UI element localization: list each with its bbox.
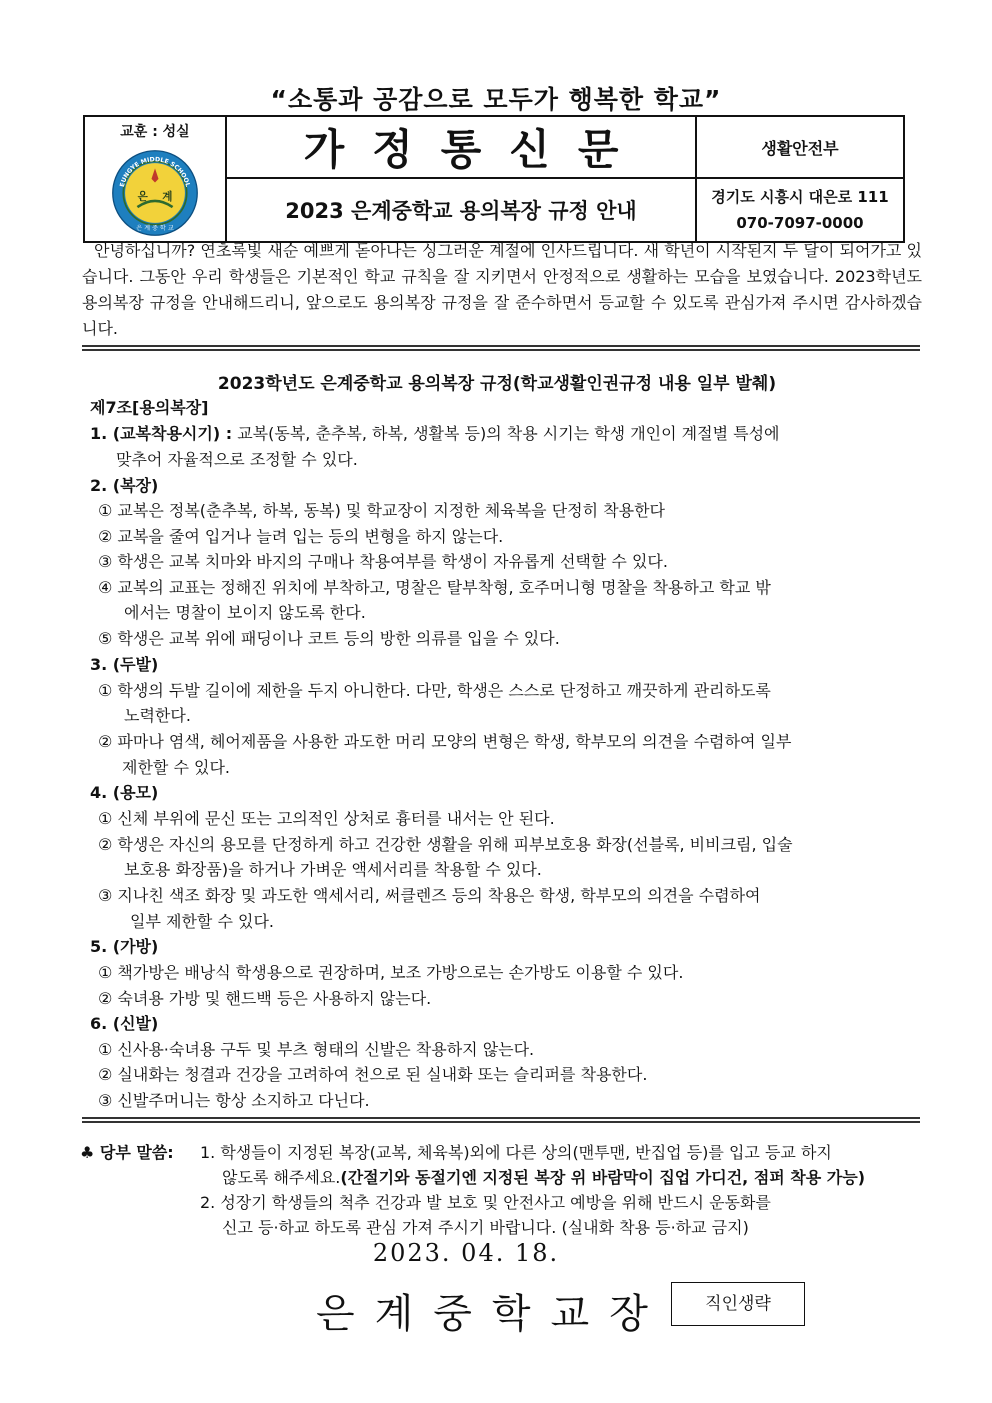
emblem-right-char: 계	[162, 191, 173, 204]
notice-item-2-cont: 신고 등·하교 하도록 관심 가져 주시기 바랍니다. (실내화 착용 등·하교 금지)	[222, 1218, 749, 1237]
contact-cell	[696, 178, 904, 242]
rule-heading-clothing: 2. (복장)	[90, 476, 159, 495]
title-cell	[226, 116, 696, 178]
rule-clothing-5: ⑤ 학생은 교복 위에 패딩이나 코트 등의 방한 의류를 입을 수 있다.	[98, 629, 560, 648]
notice-item-2: 2. 성장기 학생들의 척추 건강과 발 보호 및 안전사고 예방을 위해 반드시 운동화를	[200, 1193, 771, 1212]
school-motto: 교훈 : 성실	[120, 124, 190, 140]
rule-heading-shoes: 6. (신발)	[90, 1014, 159, 1033]
rule-hair-1-cont: 노력한다.	[124, 706, 191, 725]
rule-appearance-3: ③ 지나친 색조 화장 및 과도한 액세서리, 써클렌즈 등의 착용은 학생, 학부모의 의견을 수렴하여	[98, 886, 761, 905]
letter-title: 가정통신문	[303, 125, 647, 174]
divider-bottom	[82, 1117, 920, 1123]
letter-header	[83, 115, 905, 243]
notice-item-1-cont: 않도록 해주세요.(간절기와 동절기엔 지정된 복장 위 바람막이 집업 가디건, 점퍼 착용 가능)	[222, 1168, 866, 1187]
rule-bag-1: ① 책가방은 배낭식 학생용으로 권장하며, 보조 가방으로는 손가방도 이용할 수 있다.	[98, 963, 684, 982]
rule-heading-bag: 5. (가방)	[90, 937, 159, 956]
rule-clothing-2: ② 교복을 줄여 입거나 늘려 입는 등의 변형을 하지 않는다.	[98, 527, 504, 546]
rule-appearance-3-cont: 일부 제한할 수 있다.	[130, 912, 274, 931]
rule-shoes-2: ② 실내화는 청결과 건강을 고려하여 천으로 된 실내화 또는 슬리퍼를 착용한다.	[98, 1065, 648, 1084]
rule-hair-1: ① 학생의 두발 길이에 제한을 두지 아니한다. 다만, 학생은 스스로 단정하고 깨끗하게 관리하도록	[98, 681, 771, 700]
principal-name: 은계중학교장	[316, 1291, 668, 1337]
intro-paragraph: 안녕하십니까? 연초록빛 새순 예쁘게 돋아나는 싱그러운 계절에 인사드립니다. 새 학년이 시작된지 두 달이 되어가고 있습니다. 그동안 우리 학생들은 기본적인 학교 규칙을 잘 지키면서 안정적으로 생활하는 모습을 보였습니다. 2023학년도 용의복장 규정을 안내해드리니, 앞으로도 용의복장 규정을 잘 준수하면서 등교할 수 있도록 관심가져 주시면 감사하겠습니다.	[82, 241, 922, 338]
rule-item-1-cont: 맞추어 자율적으로 조정할 수 있다.	[116, 450, 358, 469]
motto-cell	[84, 116, 226, 242]
rule-appearance-1: ① 신체 부위에 문신 또는 고의적인 상처로 흉터를 내서는 안 된다.	[98, 809, 555, 828]
rule-appearance-2: ② 학생은 자신의 용모를 단정하게 하고 건강한 생활을 위해 피부보호용 화장(선블록, 비비크림, 입술	[98, 835, 793, 854]
school-emblem-icon	[111, 149, 199, 237]
notice-label: ♣ 당부 말씀:	[80, 1143, 174, 1162]
article-title: 제7조[용의복장]	[90, 398, 209, 417]
rule-clothing-1: ① 교복은 정복(춘추복, 하복, 동복) 및 학교장이 지정한 체육복을 단정히 착용한다	[98, 501, 665, 520]
rule-clothing-3: ③ 학생은 교복 치마와 바지의 구매나 착용여부를 학생이 자유롭게 선택할 수 있다.	[98, 552, 668, 571]
rule-item-1: 1. (교복착용시기) : 교복(동복, 춘추복, 하복, 생활복 등)의 착용 시기는 학생 개인이 계절별 특성에	[90, 424, 780, 443]
seal-omitted-box: 직인생략	[671, 1282, 805, 1326]
school-slogan: “소통과 공감으로 모두가 행복한 학교”	[270, 85, 722, 114]
rule-bag-2: ② 숙녀용 가방 및 핸드백 등은 사용하지 않는다.	[98, 989, 432, 1008]
emblem-left-char: 은	[137, 191, 148, 204]
department-cell	[696, 116, 904, 178]
school-phone: 070-7097-0000	[736, 214, 864, 232]
letter-subtitle: 2023 은계중학교 용의복장 규정 안내	[285, 199, 637, 223]
rule-shoes-3: ③ 신발주머니는 항상 소지하고 다닌다.	[98, 1091, 370, 1110]
emblem-bottom-text: 은 계 중 학 교	[136, 224, 174, 232]
department: 생활안전부	[761, 138, 839, 158]
rule-hair-2: ② 파마나 염색, 헤어제품을 사용한 과도한 머리 모양의 변형은 학생, 학부모의 의견을 수렴하여 일부	[98, 732, 792, 751]
rule-clothing-4-cont: 에서는 명찰이 보이지 않도록 한다.	[124, 603, 366, 622]
subtitle-cell	[226, 178, 696, 242]
section-title: 2023학년도 은계중학교 용의복장 규정(학교생활인권규정 내용 일부 발췌)	[217, 374, 777, 394]
notice-item-1: 1. 학생들이 지정된 복장(교복, 체육복)외에 다른 상의(맨투맨, 반집업 등)를 입고 등교 하지	[200, 1143, 832, 1162]
rule-clothing-4: ④ 교복의 교표는 정해진 위치에 부착하고, 명찰은 탈부착형, 호주머니형 명찰을 착용하고 학교 밖	[98, 578, 771, 597]
rule-heading-hair: 3. (두발)	[90, 655, 159, 674]
rule-shoes-1: ① 신사용·숙녀용 구두 및 부츠 형태의 신발은 착용하지 않는다.	[98, 1040, 535, 1059]
rule-hair-2-cont: 제한할 수 있다.	[122, 758, 230, 777]
rule-appearance-2-cont: 보호용 화장품)을 하거나 가벼운 액세서리를 착용할 수 있다.	[124, 860, 542, 879]
divider-top	[82, 345, 920, 351]
rule-heading-appearance: 4. (용모)	[90, 783, 159, 802]
school-address: 경기도 시흥시 대은로 111	[711, 188, 889, 206]
letter-date: 2023. 04. 18.	[372, 1239, 560, 1267]
emblem-top-text: EUNGYE MIDDLE SCHOOL	[118, 156, 192, 188]
